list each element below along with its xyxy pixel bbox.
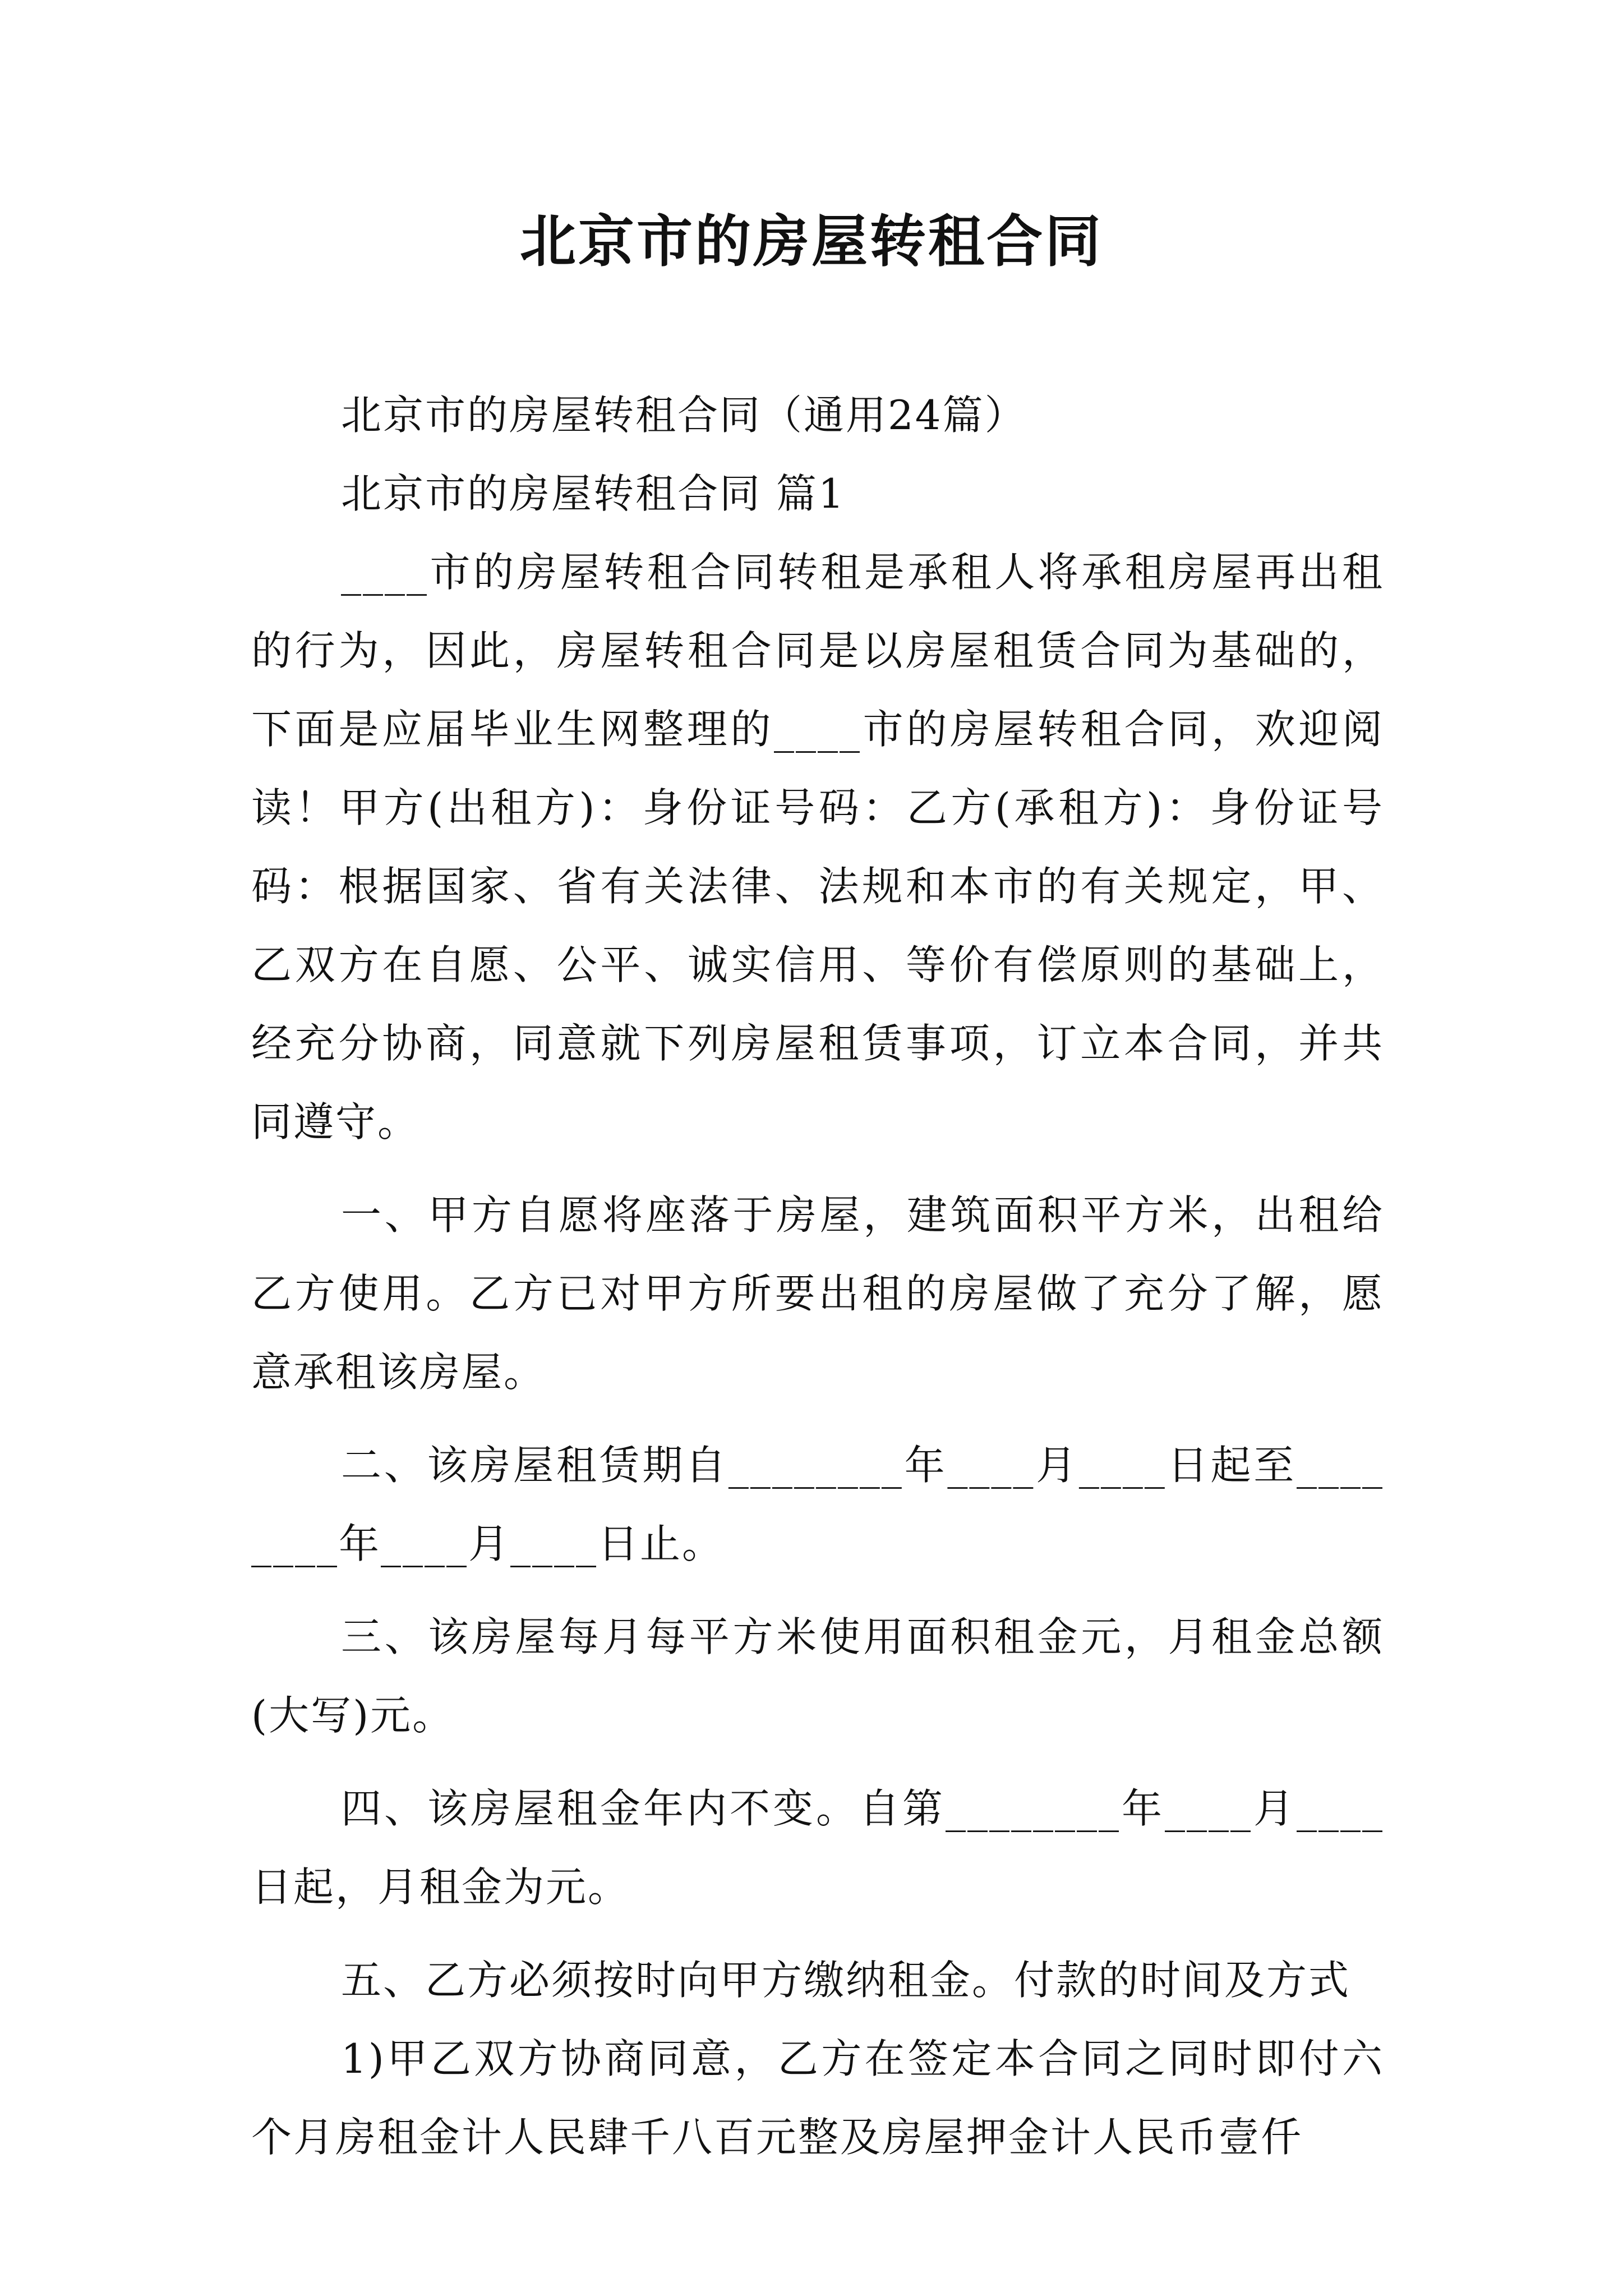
section-heading: 北京市的房屋转租合同 篇1	[341, 470, 846, 517]
clause-4-paragraph: 四、该房屋租金年内不变。自第________年____月____日起，月租金为元。	[251, 1785, 1384, 1911]
intro-paragraph: ____市的房屋转租合同转租是承租人将承租房屋再出租的行为，因此，房屋转租合同是以房屋租赁合同为基础的，下面是应届毕业生网整理的____市的房屋转租合同，欢迎阅读！甲方(出租方)：身份证号码：乙方(承租方)：身份证号码：根据国家、省有关法律、法规和本市的有关规定，甲、乙双方在自愿、公平、诚实信用、等价有偿原则的基础上，经充分协商，同意就下列房屋租赁事项，订立本合同，并共同遵守。	[251, 549, 1384, 1145]
clause-1-paragraph: 一、甲方自愿将座落于房屋，建筑面积平方米，出租给乙方使用。乙方已对甲方所要出租的房屋做了充分了解，愿意承租该房屋。	[251, 1191, 1384, 1396]
clause-3-paragraph: 三、该房屋每月每平方米使用面积租金元，月租金总额(大写)元。	[251, 1613, 1384, 1739]
subtitle-paragraph: 北京市的房屋转租合同（通用24篇）	[341, 392, 1027, 439]
clause-2-paragraph: 二、该房屋租赁期自________年____月____日起至________年____月____日止。	[251, 1442, 1384, 1567]
clause-5-item-1-paragraph: 1)甲乙双方协商同意，乙方在签定本合同之同时即付六个月房租金计人民肆千八百元整及房屋押金计人民币壹仟	[251, 2035, 1384, 2161]
document-body	[251, 376, 1384, 2177]
document-title: 北京市的房屋转租合同	[520, 208, 1103, 274]
clause-5-paragraph: 五、乙方必须按时向甲方缴纳租金。付款的时间及方式	[341, 1957, 1351, 2004]
